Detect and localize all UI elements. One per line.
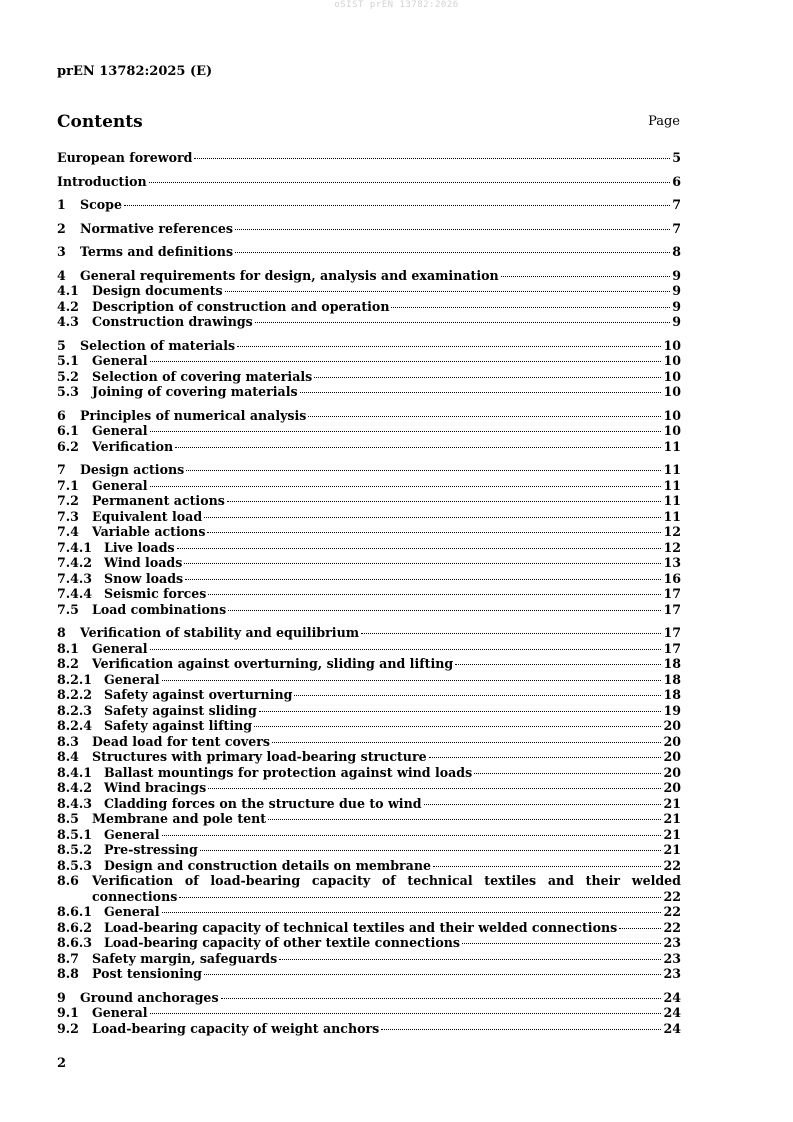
dot-leader	[204, 517, 661, 518]
toc-entry-number: 6.2	[57, 438, 79, 454]
toc-entry[interactable]	[57, 858, 681, 874]
toc-entry-page: 21	[663, 795, 681, 811]
toc-entry-page: 22	[663, 888, 681, 904]
toc-entry-title: Cladding forces on the structure due to wind	[104, 795, 422, 811]
toc-entry[interactable]	[57, 462, 681, 478]
toc-entry[interactable]	[57, 283, 681, 299]
toc-entry-page: 11	[663, 508, 681, 524]
toc-entry[interactable]	[57, 966, 681, 982]
toc-entry-page: 10	[663, 407, 681, 423]
toc-entry-title: Safety against overturning	[104, 687, 293, 702]
toc-entry-title: Post tensioning	[92, 966, 202, 981]
toc-entry-number: 8.2.4	[57, 718, 93, 733]
dot-leader	[391, 307, 670, 308]
toc-entry-number: 8.3	[57, 733, 79, 749]
toc-entry-number: 8.6	[57, 873, 79, 888]
toc-entry-number: 8	[57, 625, 66, 640]
toc-entry-number: 8.5	[57, 811, 79, 826]
toc-entry-number: 5	[57, 337, 66, 353]
toc-entry-title: Equivalent load	[92, 508, 203, 524]
toc-entry-title: Verification	[92, 438, 174, 454]
toc-entry[interactable]	[57, 718, 681, 734]
toc-entry-number: 8.4.2	[57, 780, 93, 795]
toc-entry[interactable]	[57, 780, 681, 796]
toc-entry-page: 9	[672, 283, 681, 298]
toc-entry-number: 4.2	[57, 298, 79, 314]
toc-entry-title: General	[92, 477, 148, 493]
toc-entry-title: Variable actions	[92, 524, 206, 539]
toc-entry-number: 7.4	[57, 524, 79, 539]
dot-leader	[228, 610, 661, 611]
toc-entry[interactable]	[57, 1021, 681, 1037]
dot-leader	[194, 158, 670, 159]
toc-entry-number: 8.8	[57, 966, 79, 981]
toc-entry-title: Dead load for tent covers	[92, 733, 270, 749]
toc-entry-title: Load-bearing capacity of technical textiles and their welded connections	[104, 919, 618, 935]
toc-entry-page: 17	[663, 625, 681, 640]
toc-entry-title: Safety margin, safeguards	[92, 950, 278, 966]
toc-entry[interactable]	[57, 197, 681, 213]
dot-leader	[162, 835, 662, 836]
toc-entry[interactable]	[57, 920, 681, 936]
toc-entry[interactable]	[57, 299, 681, 315]
toc-entry-page: 12	[663, 524, 681, 539]
toc-entry-continuation[interactable]	[57, 889, 681, 905]
toc-entry[interactable]	[57, 827, 681, 843]
toc-entry-page: 22	[663, 904, 681, 919]
toc-entry-number: 6	[57, 407, 66, 423]
toc-entry-page: 10	[663, 368, 681, 384]
toc-entry-title: Snow loads	[104, 570, 184, 586]
dot-leader	[208, 788, 661, 789]
toc-entry-page: 13	[663, 555, 681, 570]
toc-entry-title: Verification of stability and equilibrium	[80, 625, 360, 640]
dot-leader	[225, 291, 671, 292]
toc-entry[interactable]	[57, 571, 681, 587]
toc-entry-title: Introduction	[57, 173, 147, 189]
toc-entry-title: General	[92, 1005, 148, 1020]
toc-entry-title: General	[92, 640, 148, 656]
toc-entry-title: European foreword	[57, 150, 193, 165]
toc-entry-page: 23	[663, 950, 681, 966]
toc-entry-title: Description of construction and operation	[92, 298, 390, 314]
toc-entry-page: 11	[663, 462, 681, 477]
toc-entry[interactable]	[57, 268, 681, 284]
toc-entry-title: Construction drawings	[92, 314, 253, 329]
dot-leader	[177, 548, 662, 549]
toc-entry-page: 10	[663, 423, 681, 438]
toc-entry-title: Terms and definitions	[80, 244, 234, 259]
toc-entry-title: Structures with primary load-bearing structure	[92, 749, 427, 764]
toc-entry-title: General	[104, 671, 160, 687]
toc-entry-number: 5.3	[57, 384, 79, 399]
dot-leader	[381, 1029, 661, 1030]
toc-entry-number: 5.2	[57, 368, 79, 384]
toc-entry-number: 7.1	[57, 477, 79, 493]
dot-leader	[361, 633, 661, 634]
dot-leader	[184, 563, 661, 564]
toc-entry[interactable]	[57, 842, 681, 858]
dot-leader	[175, 447, 661, 448]
toc-entry-title: Scope	[80, 197, 122, 212]
toc-entry-title: Selection of covering materials	[92, 368, 313, 384]
toc-entry-number: 3	[57, 244, 66, 259]
document-id: prEN 13782:2025 (E)	[57, 64, 213, 79]
toc-entry-number: 7.2	[57, 493, 79, 508]
toc-entry-page: 20	[663, 780, 681, 795]
toc-entry[interactable]	[57, 540, 681, 556]
toc-entry[interactable]	[57, 244, 681, 260]
dot-leader	[150, 431, 662, 432]
toc-entry-number: 6.1	[57, 423, 79, 438]
toc-entry-title: Load combinations	[92, 601, 227, 617]
toc-entry[interactable]	[57, 687, 681, 703]
toc-entry[interactable]	[57, 338, 681, 354]
toc-entry[interactable]	[57, 369, 681, 385]
toc-entry-title: General	[92, 353, 148, 368]
toc-entry-page: 24	[663, 989, 681, 1005]
toc-entry-page: 7	[672, 220, 681, 236]
dot-leader	[279, 959, 661, 960]
toc-entry-number: 4.3	[57, 314, 79, 329]
toc-entry-title: Wind loads	[104, 555, 183, 570]
dot-leader	[462, 943, 661, 944]
toc-entry-page: 17	[663, 601, 681, 617]
toc-entry-title: General	[104, 904, 160, 919]
toc-entry-page: 20	[663, 749, 681, 764]
toc-entry[interactable]	[57, 672, 681, 688]
toc-entry-number: 8.4.3	[57, 795, 93, 811]
toc-entry-page: 19	[663, 702, 681, 718]
toc-entry-number: 4	[57, 267, 66, 283]
toc-entry-title: Safety against lifting	[104, 718, 253, 733]
dot-leader	[207, 532, 661, 533]
toc-entry-page: 9	[672, 267, 681, 283]
toc-entry-number: 8.5.3	[57, 857, 93, 873]
dot-leader	[314, 377, 661, 378]
toc-entry-title: Permanent actions	[92, 493, 225, 508]
toc-entry-title: Joining of covering materials	[92, 384, 298, 399]
toc-entry[interactable]	[57, 904, 681, 920]
toc-entry-title: Seismic forces	[104, 586, 207, 601]
toc-entry-title: Live loads	[104, 539, 175, 555]
toc-entry-number: 7.4.3	[57, 570, 93, 586]
toc-entry-page: 24	[663, 1020, 681, 1036]
toc-entry-title: Design documents	[92, 283, 223, 298]
table-of-contents	[57, 150, 681, 1036]
toc-entry-page: 21	[663, 826, 681, 842]
toc-entry[interactable]	[57, 439, 681, 455]
dot-leader	[150, 649, 662, 650]
toc-entry-title: General	[104, 826, 160, 842]
toc-entry[interactable]	[57, 1005, 681, 1021]
toc-entry-page: 10	[663, 384, 681, 399]
toc-entry-page: 5	[672, 150, 681, 165]
toc-entry[interactable]	[57, 935, 681, 951]
toc-entry-page: 20	[663, 733, 681, 749]
toc-entry-number: 2	[57, 220, 66, 236]
toc-entry-title: Ground anchorages	[80, 989, 219, 1005]
toc-entry-title: Pre-stressing	[104, 842, 198, 857]
toc-entry-page: 11	[663, 438, 681, 454]
dot-leader	[204, 974, 661, 975]
toc-entry[interactable]	[57, 524, 681, 540]
toc-entry-page: 18	[663, 656, 681, 671]
toc-entry-number: 8.1	[57, 640, 79, 656]
toc-entry-page: 23	[663, 935, 681, 950]
toc-entry-title: General	[92, 423, 148, 438]
dot-leader	[200, 850, 662, 851]
page-number: 2	[57, 1056, 67, 1071]
dot-leader	[186, 470, 661, 471]
toc-entry-number: 9.2	[57, 1020, 79, 1036]
dot-leader	[433, 866, 661, 867]
dot-leader	[235, 252, 670, 253]
dot-leader	[429, 757, 662, 758]
dot-leader	[268, 819, 661, 820]
toc-entry-page: 17	[663, 586, 681, 601]
dot-leader	[424, 804, 662, 805]
dot-leader	[179, 897, 661, 898]
toc-entry[interactable]	[57, 314, 681, 330]
toc-entry-title: Wind bracings	[104, 780, 207, 795]
page-column-label: Page	[648, 114, 680, 129]
toc-entry[interactable]	[57, 625, 681, 641]
toc-entry[interactable]	[57, 423, 681, 439]
toc-entry[interactable]	[57, 765, 681, 781]
dot-leader	[150, 361, 662, 362]
toc-entry-number: 8.5.2	[57, 842, 93, 857]
toc-entry-title: Verification of load-bearing capacity of technical textiles and their welded	[92, 873, 681, 888]
toc-entry-number: 7.4.4	[57, 586, 93, 601]
toc-entry-page: 22	[663, 857, 681, 873]
toc-entry-number: 8.6.1	[57, 904, 93, 919]
toc-entry[interactable]	[57, 811, 681, 827]
dot-leader	[619, 928, 661, 929]
toc-entry-title: Ballast mountings for protection against wind loads	[104, 764, 473, 780]
page-title: Contents	[57, 112, 143, 132]
toc-entry-number: 8.4.1	[57, 764, 93, 780]
toc-entry-number: 8.5.1	[57, 826, 93, 842]
toc-entry-page: 11	[663, 493, 681, 508]
toc-entry-page: 6	[672, 173, 681, 189]
dot-leader	[227, 501, 662, 502]
dot-leader	[221, 998, 662, 999]
toc-entry-title: Safety against sliding	[104, 702, 257, 718]
toc-entry-number: 8.4	[57, 749, 79, 764]
toc-entry-number: 8.6.2	[57, 919, 93, 935]
toc-entry-title: Design actions	[80, 462, 185, 477]
dot-leader	[474, 773, 661, 774]
dot-leader	[259, 711, 662, 712]
toc-entry-page: 21	[663, 811, 681, 826]
toc-entry-number: 7.4.2	[57, 555, 93, 570]
toc-entry-page: 18	[663, 687, 681, 702]
toc-entry[interactable]	[57, 749, 681, 765]
toc-entry[interactable]	[57, 478, 681, 494]
toc-entry-title: Normative references	[80, 220, 234, 236]
toc-entry-number: 7.3	[57, 508, 79, 524]
toc-entry-number: 5.1	[57, 353, 79, 368]
toc-entry-title: Membrane and pole tent	[92, 811, 267, 826]
toc-entry-page: 9	[672, 314, 681, 329]
toc-entry-number: 8.2	[57, 656, 79, 671]
toc-entry-page: 16	[663, 570, 681, 586]
toc-entry[interactable]	[57, 408, 681, 424]
dot-leader	[254, 726, 661, 727]
toc-entry[interactable]	[57, 586, 681, 602]
toc-entry-title: Load-bearing capacity of other textile connections	[104, 935, 460, 950]
dot-leader	[208, 594, 661, 595]
toc-entry-page: 7	[672, 197, 681, 212]
toc-entry-number: 7.5	[57, 601, 79, 617]
toc-entry-number: 8.2.2	[57, 687, 93, 702]
toc-entry-number: 8.6.3	[57, 935, 93, 950]
toc-entry[interactable]	[57, 555, 681, 571]
dot-leader	[255, 322, 670, 323]
toc-entry-title: connections	[92, 888, 178, 904]
dot-leader	[162, 912, 662, 913]
toc-entry[interactable]	[57, 509, 681, 525]
dot-leader	[455, 664, 661, 665]
dot-leader	[308, 416, 661, 417]
dot-leader	[235, 229, 670, 230]
toc-entry-number: 8.2.1	[57, 671, 93, 687]
dot-leader	[501, 276, 671, 277]
dot-leader	[294, 695, 661, 696]
toc-entry-page: 20	[663, 764, 681, 780]
watermark: oSIST prEN 13782:2026	[334, 0, 459, 10]
toc-entry-page: 8	[672, 244, 681, 259]
toc-entry[interactable]	[57, 656, 681, 672]
toc-entry[interactable]	[57, 873, 681, 889]
toc-entry-page: 24	[663, 1005, 681, 1020]
toc-entry-title: Principles of numerical analysis	[80, 407, 307, 423]
toc-entry-page: 11	[663, 477, 681, 493]
toc-entry-page: 22	[663, 919, 681, 935]
toc-entry-number: 4.1	[57, 283, 79, 298]
toc-entry[interactable]	[57, 951, 681, 967]
dot-leader	[300, 392, 662, 393]
dot-leader	[272, 742, 662, 743]
dot-leader	[185, 579, 661, 580]
toc-entry[interactable]	[57, 384, 681, 400]
toc-entry[interactable]	[57, 990, 681, 1006]
toc-entry-number: 9.1	[57, 1005, 79, 1020]
toc-entry-title: Load-bearing capacity of weight anchors	[92, 1020, 380, 1036]
toc-entry-title: Verification against overturning, sliding and lifting	[92, 656, 454, 671]
toc-entry-page: 9	[672, 298, 681, 314]
toc-entry[interactable]	[57, 602, 681, 618]
toc-entry-page: 20	[663, 718, 681, 733]
toc-entry-title: General requirements for design, analysis and examination	[80, 267, 499, 283]
toc-entry-number: 9	[57, 989, 66, 1005]
toc-entry[interactable]	[57, 703, 681, 719]
toc-entry-title: Selection of materials	[80, 337, 236, 353]
toc-entry-number: 7	[57, 462, 66, 477]
toc-entry[interactable]	[57, 493, 681, 509]
toc-entry-page: 17	[663, 640, 681, 656]
toc-entry[interactable]	[57, 641, 681, 657]
dot-leader	[150, 486, 662, 487]
dot-leader	[124, 205, 670, 206]
toc-entry[interactable]	[57, 221, 681, 237]
toc-entry-page: 18	[663, 671, 681, 687]
toc-entry-page: 21	[663, 842, 681, 857]
toc-entry[interactable]	[57, 796, 681, 812]
toc-entry[interactable]	[57, 150, 681, 166]
dot-leader	[150, 1013, 662, 1014]
toc-entry[interactable]	[57, 734, 681, 750]
dot-leader	[162, 680, 662, 681]
toc-entry-page: 10	[663, 353, 681, 368]
toc-entry-number: 7.4.1	[57, 539, 93, 555]
dot-leader	[237, 346, 661, 347]
toc-entry-page: 10	[663, 337, 681, 353]
toc-entry[interactable]	[57, 353, 681, 369]
toc-entry-number: 8.2.3	[57, 702, 93, 718]
toc-entry-number: 1	[57, 197, 66, 212]
toc-entry-number: 8.7	[57, 950, 79, 966]
toc-entry-title: Design and construction details on membrane	[104, 857, 432, 873]
dot-leader	[149, 182, 671, 183]
toc-entry-page: 12	[663, 539, 681, 555]
toc-entry-page: 23	[663, 966, 681, 981]
toc-entry[interactable]	[57, 174, 681, 190]
